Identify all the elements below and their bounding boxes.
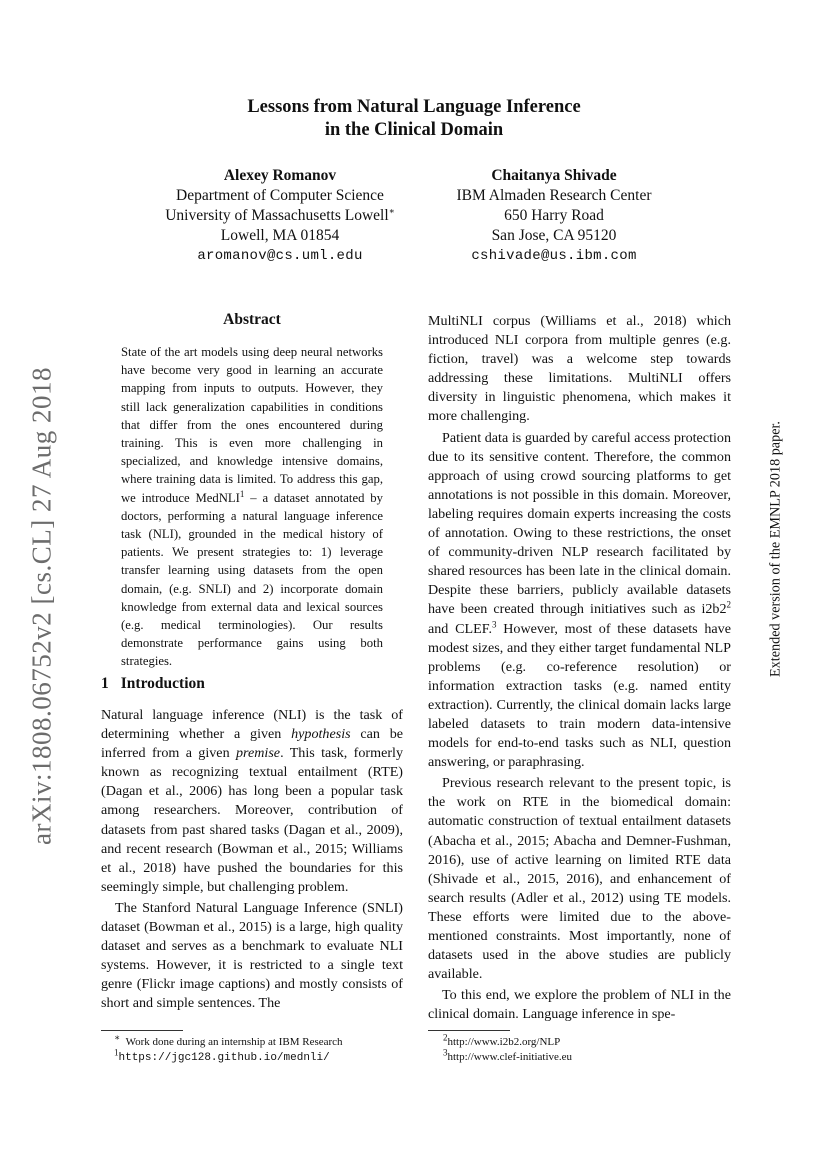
left-footnotes <box>114 1032 404 1066</box>
text-run: Patient data is guarded by careful access protection due to its sensitive content. Therefore, the common approach of using crowd sourcing platforms to get annotations is not possible in this domain. Moreover, labeling requires domain experts increasing the costs of annotation. Owing to these restrictions, the onset of community-driven NLP research facilitated by shared resources has been late in the clinical domain. Despite these barriers, publicly available datasets have been created through initiatives such as i2b2 <box>428 429 731 618</box>
abstract-text-part-2: – a dataset annotated by doctors, performing a natural language inference task (NLI), grounded in the medical history of patients. We present strategies to: 1) leverage transfer learning using datasets from the open domain, (e.g. SNLI) and 2) incorporate domain knowledge from external data and lexical sources (e.g. medical terminologies). Our results demonstrate performance gains using both strategies. <box>121 490 383 669</box>
section-title: Introduction <box>120 675 205 692</box>
footnote-i2b2 <box>443 1032 733 1050</box>
footnote-mark: 3 <box>443 1047 448 1058</box>
intro-right-column <box>428 312 731 1026</box>
title-line-1: Lessons from Natural Language Inference <box>247 97 581 117</box>
footnote-divider <box>428 1030 510 1031</box>
abstract-body <box>121 343 383 671</box>
author-name: Chaitanya Shivade <box>491 167 617 184</box>
paper-title <box>0 96 828 142</box>
intro-left-column <box>101 706 403 1016</box>
term-hypothesis: hypothesis <box>291 726 351 743</box>
footnote-affiliation <box>114 1032 404 1050</box>
footnote-link[interactable]: http://www.i2b2.org/NLP <box>447 1036 561 1048</box>
right-paragraph-2 <box>428 429 731 773</box>
author-email[interactable]: aromanov@cs.uml.edu <box>197 248 363 264</box>
author-email[interactable]: cshivade@us.ibm.com <box>471 248 637 264</box>
arxiv-identifier-stamp: arXiv:1808.06752v2 [cs.CL] 27 Aug 2018 <box>26 367 57 845</box>
text-run: . This task, formerly known as recognizing textual entailment (RTE) (Dagan et al., 2006) has long been a popular task among researchers. Moreover, contribution of datasets from past shared tasks (Dagan et al., 2009), and recent research (Bowman et al., 2015; Williams et al., 2018) have pushed the boundaries for this seemingly simple, but challenging problem. <box>101 745 403 895</box>
author-name: Alexey Romanov <box>223 167 337 184</box>
footnote-link[interactable]: https://jgc128.github.io/mednli/ <box>118 1052 330 1064</box>
intro-paragraph-1 <box>101 706 403 897</box>
title-line-2: in the Clinical Domain <box>324 120 504 140</box>
author-department: Department of Computer Science <box>176 187 384 204</box>
text-run: can be inferred from a given <box>101 726 403 762</box>
right-paragraph-3: Previous research relevant to the present topic, is the work on RTE in the biomedical domain: automatic construction of textual entailment datasets (Abacha et al., 2015; Abacha and Demner-Fushman, 2016), use of active learning on limited RTE data (Shivade et al., 2015, 2016), and enhancement of search results (Adler et al., 2012) using TE models. These efforts were limited due to the above-mentioned constraints. Most importantly, none of datasets used in the above studies are publicly available. <box>428 775 731 983</box>
term-premise: premise <box>235 745 281 762</box>
abstract-text-part-1: State of the art models using deep neural networks have become very good in learning an accurate mapping from inputs to outputs. However, they still lack generalization capabilities in conditions that differ from the ones encountered during training. This is even more challenging in specialized, and knowledge intensive domains, where training data is limited. To address this gap, we introduce MedNLI <box>121 345 383 505</box>
author-city: Lowell, MA 01854 <box>220 227 340 244</box>
footnote-mark: ∗ <box>114 1032 121 1043</box>
author-block-2 <box>414 166 694 266</box>
text-run: Natural language inference (NLI) is the task of determining whether a given <box>101 707 403 743</box>
footnote-mark: 2 <box>726 599 731 610</box>
author-department: IBM Almaden Research Center <box>456 187 652 204</box>
right-footnotes <box>443 1032 733 1065</box>
footnote-mark: 2 <box>443 1032 448 1043</box>
text-run: and CLEF. <box>428 620 492 637</box>
text-run: However, most of these datasets have modest sizes, and they either target fundamental NLP problems (e.g. co-reference resolution) or information extraction tasks (e.g. named entity extraction). Currently, the clinical domain lacks large labeled datasets to train modern data-intensive models for end-to-end tasks such as NLI, question answering, or paraphrasing. <box>428 620 731 771</box>
footnote-link[interactable]: http://www.clef-initiative.eu <box>447 1051 573 1063</box>
author-city: San Jose, CA 95120 <box>491 227 617 244</box>
abstract-heading: Abstract <box>223 311 281 328</box>
footnote-mark: 3 <box>491 618 497 629</box>
extended-version-note: Extended version of the EMNLP 2018 paper. <box>767 421 784 677</box>
section-number: 1 <box>101 675 109 692</box>
author-institution <box>140 206 420 226</box>
footnote-dataset-url <box>114 1047 404 1066</box>
right-paragraph-4: To this end, we explore the problem of NLI in the clinical domain. Language inference in spe- <box>428 987 731 1023</box>
intro-paragraph-2: The Stanford Natural Language Inference (SNLI) dataset (Bowman et al., 2015) is a large, high quality dataset and serves as a benchmark to evaluate NLI systems. However, it is restricted to a single text genre (Flickr image captions) and mostly consists of short and simple sentences. The <box>101 899 403 1012</box>
author-address: 650 Harry Road <box>504 207 604 224</box>
institution-name: University of Massachusetts Lowell <box>165 207 389 224</box>
footnote-mark: 1 <box>114 1047 119 1058</box>
author-block-1 <box>140 166 420 266</box>
footnote-divider <box>101 1030 183 1031</box>
right-paragraph-1: MultiNLI corpus (Williams et al., 2018) which introduced NLI corpora from multiple genres (e.g. fiction, travel) was a welcome step towards addressing these limitations. MultiNLI offers diversity in linguistic phenomena, which makes it more challenging. <box>428 313 731 425</box>
affiliation-mark: ∗ <box>388 205 395 216</box>
section-heading-introduction <box>101 675 403 693</box>
footnote-text: Work done during an internship at IBM Research <box>125 1036 343 1048</box>
footnote-clef <box>443 1047 733 1065</box>
footnote-mark: 1 <box>239 488 245 499</box>
